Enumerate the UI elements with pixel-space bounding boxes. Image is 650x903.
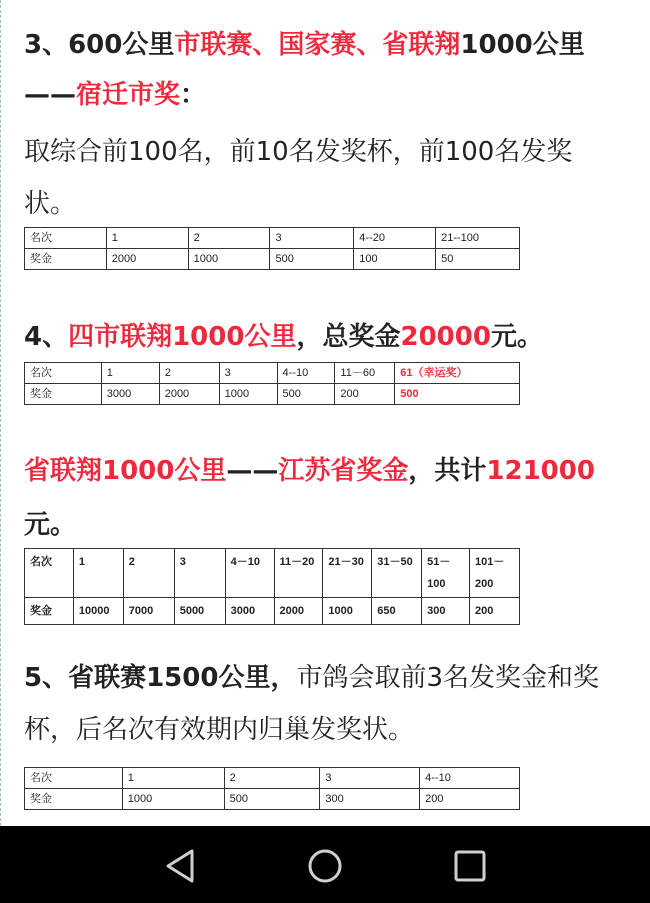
table-cell: 奖金 (25, 789, 123, 810)
table-cell: 650 (372, 598, 422, 625)
back-icon (160, 846, 200, 886)
table-cell: 1000 (122, 789, 224, 810)
table-cell: 1 (106, 228, 188, 249)
table-cell: 500 (270, 249, 354, 270)
table-cell: 500 (395, 384, 520, 405)
title-highlight: 121000 (486, 456, 595, 486)
table-cell: 4－10 (225, 549, 274, 598)
navigation-bar (0, 826, 650, 903)
table-cell: 4--10 (420, 768, 520, 789)
section-4-title (24, 312, 634, 362)
section-5-table (24, 767, 520, 810)
table-cell: 名次 (25, 228, 107, 249)
title-text: —— (24, 80, 76, 110)
table-cell: 名次 (25, 549, 74, 598)
jiangsu-table (24, 548, 520, 625)
table-cell: 名次 (25, 768, 123, 789)
table-cell: 4--20 (354, 228, 436, 249)
title-text: 4、 (24, 322, 69, 352)
recents-button[interactable] (450, 846, 490, 886)
title-text: 元。 (490, 322, 543, 352)
table-row (25, 768, 520, 789)
table-row (25, 228, 520, 249)
table-cell: 200 (420, 789, 520, 810)
title-highlight: 四市联翔1000公里 (68, 322, 297, 352)
table-cell: 51－100 (422, 549, 470, 598)
table-cell: 500 (277, 384, 335, 405)
section-4-table (24, 362, 520, 405)
title-highlight: 宿迁市奖 (76, 80, 181, 110)
back-button[interactable] (160, 846, 200, 886)
title-text: 5、省联赛1500公里， (24, 663, 297, 693)
table-cell: 1000 (188, 249, 270, 270)
table-cell: 2000 (274, 598, 323, 625)
table-cell: 1000 (323, 598, 372, 625)
jiangsu-title (24, 444, 624, 552)
table-cell: 4--10 (277, 363, 335, 384)
table-cell: 300 (422, 598, 470, 625)
table-row (25, 789, 520, 810)
recents-icon (450, 846, 490, 886)
table-row (25, 598, 520, 625)
table-cell: 3000 (101, 384, 159, 405)
table-cell: 5000 (174, 598, 225, 625)
table-cell: 100 (354, 249, 436, 270)
table-cell: 50 (436, 249, 520, 270)
title-text: 3、600公里 (24, 30, 175, 60)
table-cell: 10000 (73, 598, 123, 625)
table-cell: 2000 (106, 249, 188, 270)
table-cell: 2 (123, 549, 174, 598)
table-cell: 1 (101, 363, 159, 384)
section-5-text (24, 652, 624, 756)
title-highlight: 江苏省奖金 (278, 456, 409, 486)
table-row (25, 384, 520, 405)
table-cell: 3000 (225, 598, 274, 625)
table-cell: 2000 (159, 384, 219, 405)
table-cell: 奖金 (25, 384, 102, 405)
table-cell: 101－200 (470, 549, 520, 598)
title-text: 元。 (24, 510, 77, 540)
table-cell: 2 (224, 768, 320, 789)
section-3-table (24, 227, 520, 270)
title-text: —— (226, 456, 279, 486)
section-5-desc: 市鸽会取前3名发奖金和奖杯，后名次有效期内归巢发奖状。 (24, 663, 600, 745)
table-cell: 2 (159, 363, 219, 384)
table-cell: 1000 (219, 384, 277, 405)
title-highlight: 省联翔1000公里 (24, 456, 227, 486)
table-cell: 奖金 (25, 598, 74, 625)
table-cell: 3 (270, 228, 354, 249)
table-cell: 11－20 (274, 549, 323, 598)
section-3-title (24, 20, 634, 120)
title-highlight: 20000 (400, 322, 491, 352)
page-edge (0, 0, 3, 826)
table-cell: 1 (122, 768, 224, 789)
table-row (25, 549, 520, 598)
table-cell: 2 (188, 228, 270, 249)
table-row (25, 363, 520, 384)
title-text: ，总奖金 (296, 322, 401, 352)
table-row (25, 249, 520, 270)
table-cell: 名次 (25, 363, 102, 384)
table-cell: 21--100 (436, 228, 520, 249)
table-cell: 3 (320, 768, 420, 789)
title-text: 1000公里 (460, 30, 585, 60)
table-cell: 200 (470, 598, 520, 625)
table-cell: 3 (219, 363, 277, 384)
title-text: ，共计 (408, 456, 487, 486)
table-cell: 11－60 (335, 363, 395, 384)
table-cell: 21－30 (323, 549, 372, 598)
title-highlight: 市联赛、国家赛、省联翔 (174, 30, 461, 60)
table-cell: 31－50 (372, 549, 422, 598)
home-icon (305, 846, 345, 886)
table-cell: 61（幸运奖） (395, 363, 520, 384)
table-cell: 300 (320, 789, 420, 810)
home-button[interactable] (305, 846, 345, 886)
table-cell: 奖金 (25, 249, 107, 270)
table-cell: 200 (335, 384, 395, 405)
title-text: ： (180, 80, 207, 110)
table-cell: 7000 (123, 598, 174, 625)
table-cell: 500 (224, 789, 320, 810)
section-3-desc: 取综合前100名，前10名发奖杯，前100名发奖状。 (24, 137, 573, 219)
table-cell: 3 (174, 549, 225, 598)
table-cell: 1 (73, 549, 123, 598)
